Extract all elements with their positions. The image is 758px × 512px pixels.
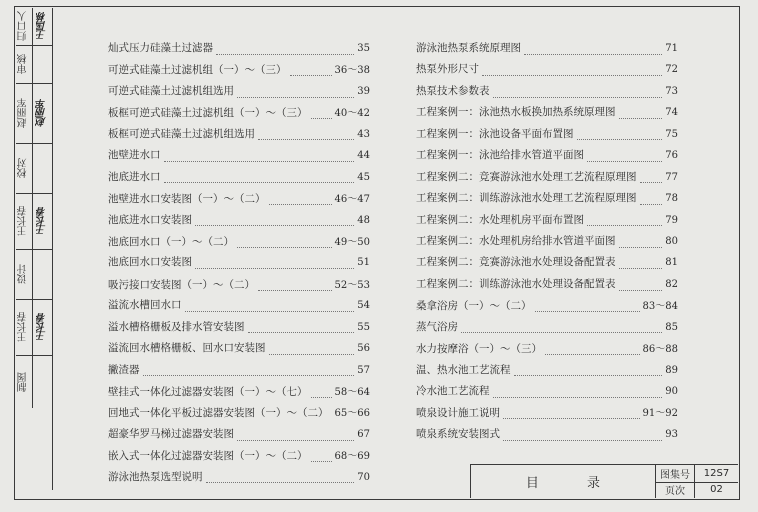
toc-entry: [108, 340, 370, 361]
signature-role-label: 设计: [18, 264, 29, 285]
dot-leader: [258, 289, 332, 291]
toc-entry-page: 85: [665, 321, 678, 333]
toc-entry: [416, 126, 678, 147]
sheet-title: 目 录: [525, 476, 623, 491]
toc-entry-page: 35: [357, 43, 370, 54]
toc-entry: [108, 276, 370, 297]
dot-leader: [237, 96, 354, 98]
atlas-number-label: 图集号: [656, 465, 695, 482]
toc-entry-page: 49～50: [334, 236, 370, 248]
toc-entry: [416, 362, 678, 383]
toc-entry: [416, 426, 678, 447]
dot-leader: [290, 74, 332, 76]
toc-entry: [108, 61, 370, 82]
toc-entry-page: 93: [665, 428, 678, 440]
toc-entry-page: 72: [665, 64, 678, 76]
signature-cell: [16, 356, 52, 408]
toc-entry-page: 75: [665, 128, 678, 140]
dot-leader: [311, 460, 332, 462]
toc-entry-page: 70: [357, 471, 370, 483]
toc-entry-title: 溢流回水槽格栅板、回水口安装图: [108, 342, 266, 355]
toc-entry-page: 56: [357, 343, 370, 355]
dot-leader: [269, 353, 355, 355]
toc-entry-title: 可逆式硅藻土过滤机组（一）～（三）: [108, 64, 287, 77]
signature-role-label: 赵丽军: [18, 98, 29, 129]
toc-entry-title: 可逆式硅藻土过滤机组选用: [108, 84, 234, 97]
toc-entry-title: 超豪华罗马梯过滤器安装图: [108, 427, 234, 440]
toc-entry-page: 40～42: [334, 108, 370, 120]
toc-entry-page: 43: [357, 128, 370, 140]
toc-entry: [416, 212, 678, 233]
page-number-label: 页次: [656, 482, 695, 499]
signature-cell: [16, 144, 52, 194]
toc-entry: [108, 404, 370, 425]
signature-role-label: 校对: [18, 158, 29, 179]
dot-leader: [248, 331, 355, 333]
dot-leader: [461, 331, 662, 333]
dot-leader: [619, 289, 663, 291]
dot-leader: [237, 246, 332, 248]
toc-entry-title: 热泵技术参数表: [416, 84, 490, 97]
toc-entry-page: 48: [357, 214, 370, 226]
toc-entry: [416, 233, 678, 254]
toc-entry-title: 壁挂式一体化过滤器安装图（一）～（七）: [108, 386, 308, 398]
toc-entry: [416, 40, 678, 61]
toc-entry-page: 51: [357, 257, 370, 269]
toc-entry-title: 工程案例一：泳池热水板换加热系统原理图: [416, 106, 616, 119]
toc-entry: [416, 104, 678, 125]
toc-entry-title: 喷泉设计施工说明: [416, 407, 500, 420]
signature-role-label: 王长春: [18, 206, 29, 237]
toc-entry: [108, 447, 370, 468]
signature-role-label: 王长春: [18, 312, 29, 343]
toc-entry-title: 撇渣器: [108, 363, 140, 376]
toc-entry-title: 灿式压力硅藻土过滤器: [108, 42, 213, 54]
toc-entry-page: 68～69: [334, 451, 370, 463]
toc-entry: [416, 61, 678, 82]
atlas-number-row: [656, 465, 738, 483]
toc-entry-page: 74: [665, 107, 678, 119]
dot-leader: [195, 224, 354, 226]
toc-entry-page: 91～92: [642, 408, 678, 420]
toc-entry-page: 71: [665, 43, 678, 54]
toc-entry-title: 蒸气浴房: [416, 320, 458, 333]
toc-entry: [416, 190, 678, 211]
toc-entry-title: 热泵外形尺寸: [416, 63, 479, 76]
dot-leader: [545, 353, 640, 355]
dot-leader: [195, 267, 354, 269]
toc-entry: [416, 340, 678, 361]
toc-entry-title: 工程案例二：训练游泳池水处理工艺流程原理图: [416, 192, 637, 205]
signature-cell: [16, 8, 52, 46]
signature-box: [32, 84, 51, 143]
toc-entry: [108, 254, 370, 275]
dot-leader: [587, 160, 662, 162]
dot-leader: [185, 310, 355, 312]
signature-cell: [16, 46, 52, 84]
signature-cell: [16, 84, 52, 144]
handwritten-signature: 王长春: [36, 314, 48, 341]
toc-entry: [108, 233, 370, 254]
handwritten-signature: 赵丽军: [36, 100, 48, 127]
toc-entry-title: 工程案例二：水处理机房给排水管道平面图: [416, 234, 616, 247]
toc-entry-page: 77: [665, 171, 678, 183]
toc-entry: [108, 383, 370, 404]
toc-entry-page: 65～66: [334, 408, 370, 420]
toc-entry-title: 游泳池热泵系统原理图: [416, 42, 521, 54]
dot-leader: [619, 117, 663, 119]
dot-leader: [524, 53, 662, 55]
title-block-info: [655, 465, 738, 498]
toc-entry: [108, 297, 370, 318]
signature-role-label: 审核: [18, 54, 29, 75]
dot-leader: [493, 96, 663, 98]
toc-entry-title: 溢流水槽回水口: [108, 299, 182, 312]
toc-entry: [108, 212, 370, 233]
page-number-value: 02: [710, 484, 723, 496]
toc-entry-title: 温、热水池工艺流程: [416, 363, 511, 376]
toc-entry-page: 82: [665, 278, 678, 290]
toc-entry-page: 67: [357, 428, 370, 440]
toc-entry: [108, 40, 370, 61]
toc-entry: [416, 147, 678, 168]
dot-leader: [237, 439, 354, 441]
toc-entry-title: 工程案例二：训练游泳池水处理设备配置表: [416, 277, 616, 290]
dot-leader: [493, 396, 663, 398]
toc-entry-page: 44: [357, 150, 370, 162]
toc-entry: [108, 147, 370, 168]
toc-entry-page: 58～64: [334, 387, 370, 398]
dot-leader: [258, 138, 354, 140]
signature-cell: [16, 250, 52, 300]
dot-leader: [640, 181, 663, 183]
toc-entry: [108, 83, 370, 104]
toc-entry-title: 工程案例二：竞赛游泳池水处理设备配置表: [416, 256, 616, 269]
toc-entry: [416, 254, 678, 275]
toc-entry-title: 板框可逆式硅藻土过滤机组（一）～（三）: [108, 107, 308, 120]
toc-entry-title: 喷泉系统安装图式: [416, 427, 500, 440]
toc-entry: [416, 169, 678, 190]
signature-box: [32, 250, 51, 299]
handwritten-signature: 王长春: [36, 208, 48, 235]
toc-entry-title: 池底回水口安装图: [108, 256, 192, 269]
toc-entry-title: 工程案例二：竞赛游泳池水处理工艺流程原理图: [416, 170, 637, 183]
page-number-row: [656, 482, 738, 499]
toc-entry-page: 80: [665, 235, 678, 247]
toc-entry-page: 81: [665, 257, 678, 269]
atlas-number-value: 12S7: [703, 467, 730, 479]
toc-entry-title: 嵌入式一体化过滤器安装图（一）～（二）: [108, 450, 308, 463]
dot-leader: [503, 439, 662, 441]
toc-entry: [416, 297, 678, 318]
toc-entry-page: 76: [665, 150, 678, 162]
toc-entry: [108, 190, 370, 211]
dot-leader: [619, 267, 663, 269]
toc-entry-page: 73: [665, 85, 678, 97]
dot-leader: [587, 224, 662, 226]
dot-leader: [482, 74, 662, 76]
toc-entry: [108, 319, 370, 340]
dot-leader: [311, 117, 332, 119]
signature-panel: [16, 8, 53, 490]
signature-role-label: 制图: [18, 372, 29, 392]
dot-leader: [577, 138, 663, 140]
toc-entry: [416, 276, 678, 297]
toc-entry: [108, 469, 370, 490]
toc-entry-page: 55: [357, 321, 370, 333]
toc-entry-title: 板框可逆式硅藻土过滤机组选用: [108, 127, 255, 140]
toc-entry: [416, 404, 678, 425]
toc-entry-title: 吸污接口安装图（一）～（二）: [108, 278, 255, 291]
signature-cell: [16, 300, 52, 356]
toc-entry: [416, 319, 678, 340]
toc-entry-page: 54: [357, 300, 370, 312]
toc-entry-page: 90: [665, 386, 678, 397]
toc-entry-title: 溢水槽格栅板及排水管安装图: [108, 320, 245, 333]
toc-entry-title: 池底回水口（一）～（二）: [108, 235, 234, 248]
toc-entry: [108, 362, 370, 383]
toc-entry-page: 46～47: [334, 194, 370, 206]
signature-box: [32, 194, 51, 249]
toc-entry-title: 工程案例一：泳池设备平面布置图: [416, 127, 574, 140]
dot-leader: [311, 396, 332, 398]
handwritten-signature: 王国栋: [36, 13, 48, 40]
toc-entry-title: 池底进水口安装图: [108, 213, 192, 226]
dot-leader: [216, 53, 354, 55]
toc-entry-page: 83～84: [642, 301, 678, 313]
toc-entry: [108, 426, 370, 447]
dot-leader: [503, 417, 640, 419]
toc-entry: [416, 383, 678, 404]
toc-entry: [108, 169, 370, 190]
toc-entry-title: 冷水池工艺流程: [416, 385, 490, 397]
dot-leader: [269, 203, 332, 205]
signature-cell: [16, 194, 52, 250]
toc-entry-page: 52～53: [334, 279, 370, 291]
dot-leader: [514, 374, 663, 376]
toc-entry-page: 39: [357, 85, 370, 97]
dot-leader: [164, 181, 355, 183]
toc-entry: [416, 83, 678, 104]
signature-box: [32, 300, 51, 355]
toc-entry-title: 回地式一体化平板过滤器安装图（一）～（二）: [108, 407, 329, 420]
toc-entry-page: 89: [665, 364, 678, 376]
dot-leader: [619, 246, 663, 248]
toc-entry-title: 水力按摩浴（一）～（三）: [416, 343, 542, 356]
dot-leader: [640, 203, 663, 205]
toc-entry-page: 86～88: [642, 344, 678, 356]
toc-entry-page: 78: [665, 193, 678, 205]
toc-entry-title: 工程案例二：水处理机房平面布置图: [416, 213, 584, 226]
title-block: [470, 464, 738, 498]
toc-right-column: [416, 40, 678, 447]
toc-left-column: [108, 40, 370, 490]
toc-entry-page: 79: [665, 214, 678, 226]
toc-entry-title: 工程案例一：泳池给排水管道平面图: [416, 149, 584, 162]
dot-leader: [535, 310, 640, 312]
toc-entry-title: 池底进水口: [108, 170, 161, 183]
dot-leader: [143, 374, 355, 376]
toc-entry-title: 池壁进水口安装图（一）～（二）: [108, 193, 266, 206]
toc-entry-title: 池壁进水口: [108, 149, 161, 162]
signature-box: [32, 356, 51, 408]
toc-entry-title: 桑拿浴房（一）～（二）: [416, 300, 532, 313]
toc-entry-title: 游泳池热泵选型说明: [108, 470, 203, 483]
toc-entry-page: 57: [357, 364, 370, 376]
toc-entry: [108, 104, 370, 125]
dot-leader: [164, 160, 355, 162]
dot-leader: [206, 481, 355, 483]
signature-box: [32, 8, 51, 45]
signature-role-label: 归口人: [18, 11, 29, 42]
toc-entry: [108, 126, 370, 147]
signature-box: [32, 46, 51, 83]
toc-entry-page: 45: [357, 171, 370, 183]
signature-box: [32, 144, 51, 193]
toc-entry-page: 36～38: [334, 65, 370, 77]
